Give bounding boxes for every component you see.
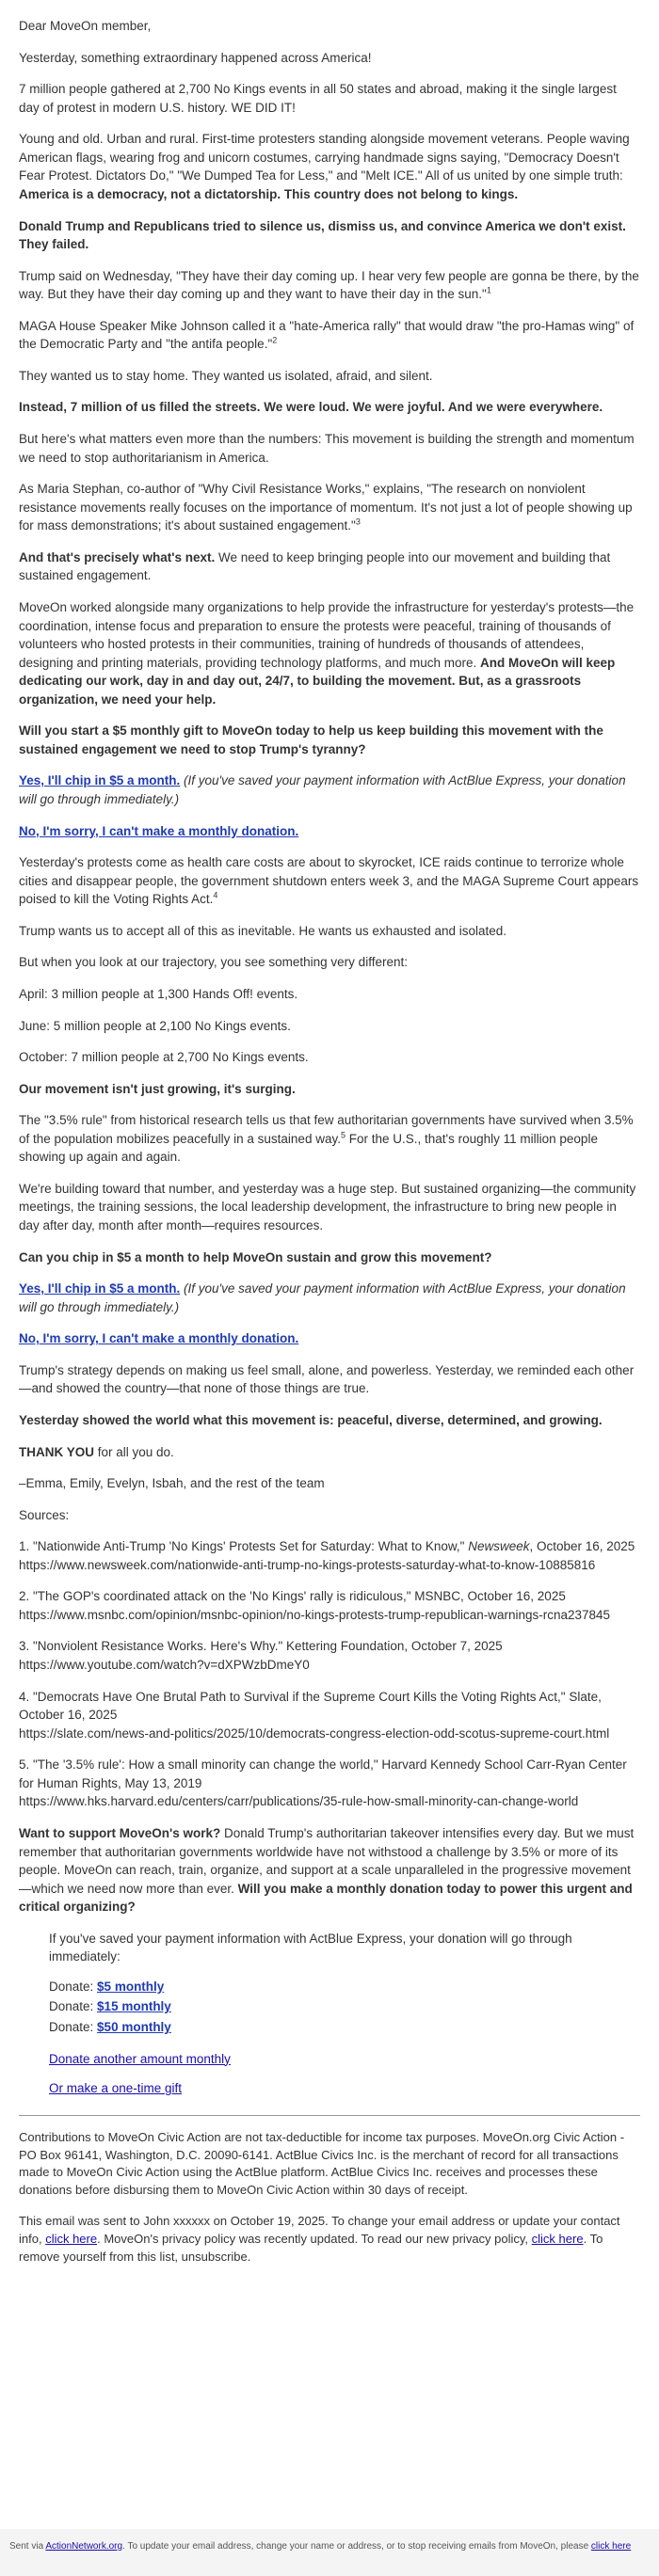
privacy-policy-link[interactable]: click here <box>531 2231 584 2246</box>
donate-other-row <box>49 2050 640 2069</box>
text: for all you do. <box>94 1444 174 1459</box>
bold-text: THANK YOU <box>19 1444 95 1459</box>
source-item <box>19 1688 640 1743</box>
bold-text: And that's precisely what's next. <box>19 549 216 564</box>
sent-notice <box>19 2213 640 2266</box>
source-item <box>19 1587 640 1624</box>
bold-text: Want to support MoveOn's work? <box>19 1825 221 1840</box>
no-donation-link[interactable]: No, I'm sorry, I can't make a monthly donation. <box>19 823 299 838</box>
source-text: 5. "The '3.5% rule': How a small minority can change the world," Harvard Kennedy School Carr-Ryan Center for Human Rights, May 13, 2019 <box>19 1757 627 1790</box>
source-url: https://www.msnbc.com/opinion/msnbc-opinion/no-kings-protests-trump-republican-warnings-rcna237845 <box>19 1607 611 1622</box>
paragraph: But when you look at our trajectory, you see something very different: <box>19 955 408 970</box>
donate-option <box>49 2018 640 2037</box>
sources-label: Sources: <box>19 1507 70 1522</box>
bold-text: America is a democracy, not a dictatorship. This country does not belong to kings. <box>19 186 519 201</box>
support-paragraph <box>19 1824 640 1916</box>
paragraph <box>19 317 640 354</box>
heading-text: Donald Trump and Republicans tried to silence us, dismiss us, and convince America we don't exist. They failed. <box>19 218 626 252</box>
source-url: https://www.youtube.com/watch?v=dXPWzbDmeY0 <box>19 1658 310 1672</box>
donate-option <box>49 1997 640 2016</box>
paragraph: Trump wants us to accept all of this as inevitable. He wants us exhausted and isolated. <box>19 923 507 938</box>
legal-disclaimer: Contributions to MoveOn Civic Action are not tax-deductible for income tax purposes. MoveOn.org Civic Action - PO Box 96141, Washington, D.C. 20090-6141. ActBlue Civics Inc. is the merchant of record for all transactions made to MoveOn Civic Action using the ActBlue platform. ActBlue Civics Inc. receives and processes these donations before disbursing them to MoveOn Civic Action within 30 days of receipt. <box>19 2129 625 2198</box>
paragraph: Yesterday, something extraordinary happened across America! <box>19 50 372 65</box>
text: . To remove yourself from this list, unsubscribe. <box>19 2231 603 2264</box>
donate-label: Donate: <box>49 1979 98 1994</box>
footer-text <box>0 2529 659 2553</box>
text: . MoveOn's privacy policy was recently updated. To read our new privacy policy, <box>97 2231 532 2246</box>
paragraph <box>19 598 640 708</box>
bold-text: Will you make a monthly donation today to power this urgent and critical organizing? <box>19 1881 633 1915</box>
paragraph: We're building toward that number, and yesterday was a huge step. But sustained organizing—the community meetings, the training sessions, the local leadership development, the infrastructure to bring new people in day after day, month after month—requires resources. <box>19 1181 636 1232</box>
heading-text: Yesterday showed the world what this movement is: peaceful, diverse, determined, and growing. <box>19 1412 603 1427</box>
source-url: https://www.newsweek.com/nationwide-anti-trump-no-kings-protests-saturday-what-to-know-10885816 <box>19 1557 596 1572</box>
paragraph <box>19 267 640 304</box>
greeting: Dear MoveOn member, <box>19 19 152 33</box>
no-donation-link[interactable]: No, I'm sorry, I can't make a monthly donation. <box>19 1331 299 1346</box>
donate-box <box>19 1930 640 2098</box>
ask-text: Will you start a $5 monthly gift to MoveOn today to help us keep building this movement with the sustained engagement we need to stop Trump's tyranny? <box>19 724 603 756</box>
paragraph <box>19 1111 640 1167</box>
text: This email was sent to John xxxxxx on October 19, 2025. To change your email address or update your contact info, <box>19 2214 620 2246</box>
yes-donation <box>19 771 640 808</box>
source-url: https://www.hks.harvard.edu/centers/carr/publications/35-rule-how-small-minority-can-change-world <box>19 1794 579 1809</box>
footnote-ref: 2 <box>272 335 278 345</box>
footnote-ref: 5 <box>340 1130 346 1140</box>
paragraph: June: 5 million people at 2,100 No Kings events. <box>19 1018 291 1033</box>
action-network-link[interactable]: ActionNetwork.org <box>45 2541 123 2552</box>
source-item <box>19 1637 640 1674</box>
one-time-gift-link[interactable]: Or make a one-time gift <box>49 2081 183 2096</box>
donate-15-monthly-link[interactable]: $15 monthly <box>97 1999 171 2014</box>
paragraph <box>19 853 640 909</box>
footnote-ref: 4 <box>213 890 218 900</box>
yes-chip-in-link[interactable]: Yes, I'll chip in $5 a month. <box>19 773 181 788</box>
paragraph <box>19 1443 640 1462</box>
text: We need to keep bringing people into our movement and building that sustained engagement. <box>19 549 611 583</box>
footer-click-here-link[interactable]: click here <box>590 2541 632 2552</box>
text: MoveOn worked alongside many organizations to help provide the infrastructure for yesterday's protests—the coordination, intense focus and preparation to ensure the protests were peaceful, training of thousands of volunteers who hosted protests in their communities, training of hundreds of thousands of attendees, designing and printing materials, providing technology platforms, and much more. <box>19 599 635 670</box>
heading-text: Our movement isn't just growing, it's surging. <box>19 1081 296 1096</box>
source-text: 2. "The GOP's coordinated attack on the 'No Kings' rally is ridiculous," MSNBC, October 16, 2025 <box>19 1589 566 1604</box>
paragraph <box>19 480 640 535</box>
donate-other-amount-link[interactable]: Donate another amount monthly <box>49 2051 231 2066</box>
text: Trump said on Wednesday, "They have their day coming up. I hear very few people are gonna be there, by the way. But they have their day coming up and they want to have their day in the sun." <box>19 268 639 302</box>
paragraph: October: 7 million people at 2,700 No Kings events. <box>19 1050 309 1065</box>
source-date: , October 16, 2025 <box>529 1539 635 1554</box>
source-url: https://slate.com/news-and-politics/2025/10/democrats-congress-election-odd-scotus-supreme-court.html <box>19 1725 610 1741</box>
text: For the U.S., that's roughly 11 million people showing up again and again. <box>19 1131 598 1165</box>
paragraph: 7 million people gathered at 2,700 No Kings events in all 50 states and abroad, making it the single largest day of protest in modern U.S. history. WE DID IT! <box>19 82 617 115</box>
actblue-note: (If you've saved your payment information with ActBlue Express, your donation will go through immediately.) <box>19 1281 626 1314</box>
footnote-ref: 1 <box>486 285 491 295</box>
source-publication: Newsweek <box>468 1539 530 1554</box>
paragraph <box>19 549 640 585</box>
text: MAGA House Speaker Mike Johnson called it a "hate-America rally" that would draw "the pro-Hamas wing" of the Democratic Party and "the antifa people." <box>19 318 635 352</box>
donate-label: Donate: <box>49 2020 98 2034</box>
source-item <box>19 1756 640 1811</box>
text: As Maria Stephan, co-author of "Why Civil Resistance Works," explains, "The research on nonviolent resistance movements really focuses on the importance of momentum. It's not just a lot of people showing up for mass demonstrations; it's about sustained engagement." <box>19 482 633 533</box>
heading-text: Instead, 7 million of us filled the streets. We were loud. We were joyful. And we were everywhere. <box>19 400 603 415</box>
footnote-ref: 3 <box>355 517 361 527</box>
yes-donation <box>19 1280 640 1316</box>
text: The "3.5% rule" from historical research tells us that few authoritarian governments have survived when 3.5% of the population mobilizes peacefully in a sustained way. <box>19 1113 634 1146</box>
divider <box>19 2115 640 2116</box>
donate-option <box>49 1978 640 1996</box>
paragraph: But here's what matters even more than the numbers: This movement is building the strength and momentum we need to stop authoritarianism in America. <box>19 432 635 465</box>
paragraph: They wanted us to stay home. They wanted us isolated, afraid, and silent. <box>19 368 433 383</box>
ask-text: Can you chip in $5 a month to help MoveOn sustain and grow this movement? <box>19 1249 492 1264</box>
donate-50-monthly-link[interactable]: $50 monthly <box>97 2020 171 2034</box>
source-text: 1. "Nationwide Anti-Trump 'No Kings' Protests Set for Saturday: What to Know," <box>19 1539 469 1554</box>
source-text: 4. "Democrats Have One Brutal Path to Survival if the Supreme Court Kills the Voting Rights Act," Slate, October 16, 2025 <box>19 1689 602 1723</box>
signoff: –Emma, Emily, Evelyn, Isbah, and the rest of the team <box>19 1476 325 1491</box>
one-time-row <box>49 2079 640 2098</box>
paragraph <box>19 130 640 203</box>
no-donation <box>19 1329 640 1348</box>
paragraph: Trump's strategy depends on making us feel small, alone, and powerless. Yesterday, we reminded each other—and showed the country—that none of those things are true. <box>19 1362 635 1396</box>
source-item <box>19 1537 640 1574</box>
text: . To update your email address, change your name or address, or to stop receiving emails from MoveOn, please <box>122 2541 591 2552</box>
paragraph: April: 3 million people at 1,300 Hands Off! events. <box>19 986 298 1001</box>
update-contact-link[interactable]: click here <box>45 2231 98 2246</box>
footer-bar <box>0 2529 659 2576</box>
actblue-note: (If you've saved your payment information with ActBlue Express, your donation will go through immediately.) <box>19 773 626 806</box>
yes-chip-in-link[interactable]: Yes, I'll chip in $5 a month. <box>19 1281 181 1296</box>
text: Donald Trump's authoritarian takeover intensifies every day. But we must remember that authoritarian governments worldwide have not withstood a challenge by 3.5% or more of its people. MoveOn can reach, train, organize, and support at a scale unparalleled in the progressive movement—which we need now more than ever. <box>19 1825 635 1896</box>
source-text: 3. "Nonviolent Resistance Works. Here's Why." Kettering Foundation, October 7, 2025 <box>19 1639 503 1654</box>
text: Yesterday's protests come as health care costs are about to skyrocket, ICE raids continue to terrorize whole cities and disappear people, the government shutdown enters week 3, and the MAGA Supreme Court appears poised to kill the Voting Rights Act. <box>19 855 639 907</box>
bold-text: And MoveOn will keep dedicating our work, day in and day out, 24/7, to building the movement. But, as a grassroots organization, we need your help. <box>19 655 616 707</box>
text: Young and old. Urban and rural. First-time protesters standing alongside movement veterans. People waving American flags, wearing frog and unicorn costumes, carrying handmade signs saying, "Democracy Doesn't Fear Protest. Dictators Do," "We Dumped Tea for Less," and "Melt ICE." All of us united by one simple truth: <box>19 132 630 183</box>
email-body <box>19 0 640 2266</box>
donate-5-monthly-link[interactable]: $5 monthly <box>97 1979 165 1994</box>
actblue-express-note: If you've saved your payment information with ActBlue Express, your donation will go through immediately: <box>49 1931 572 1964</box>
no-donation <box>19 822 640 841</box>
text: Sent via <box>9 2541 46 2552</box>
donate-label: Donate: <box>49 1999 98 2014</box>
